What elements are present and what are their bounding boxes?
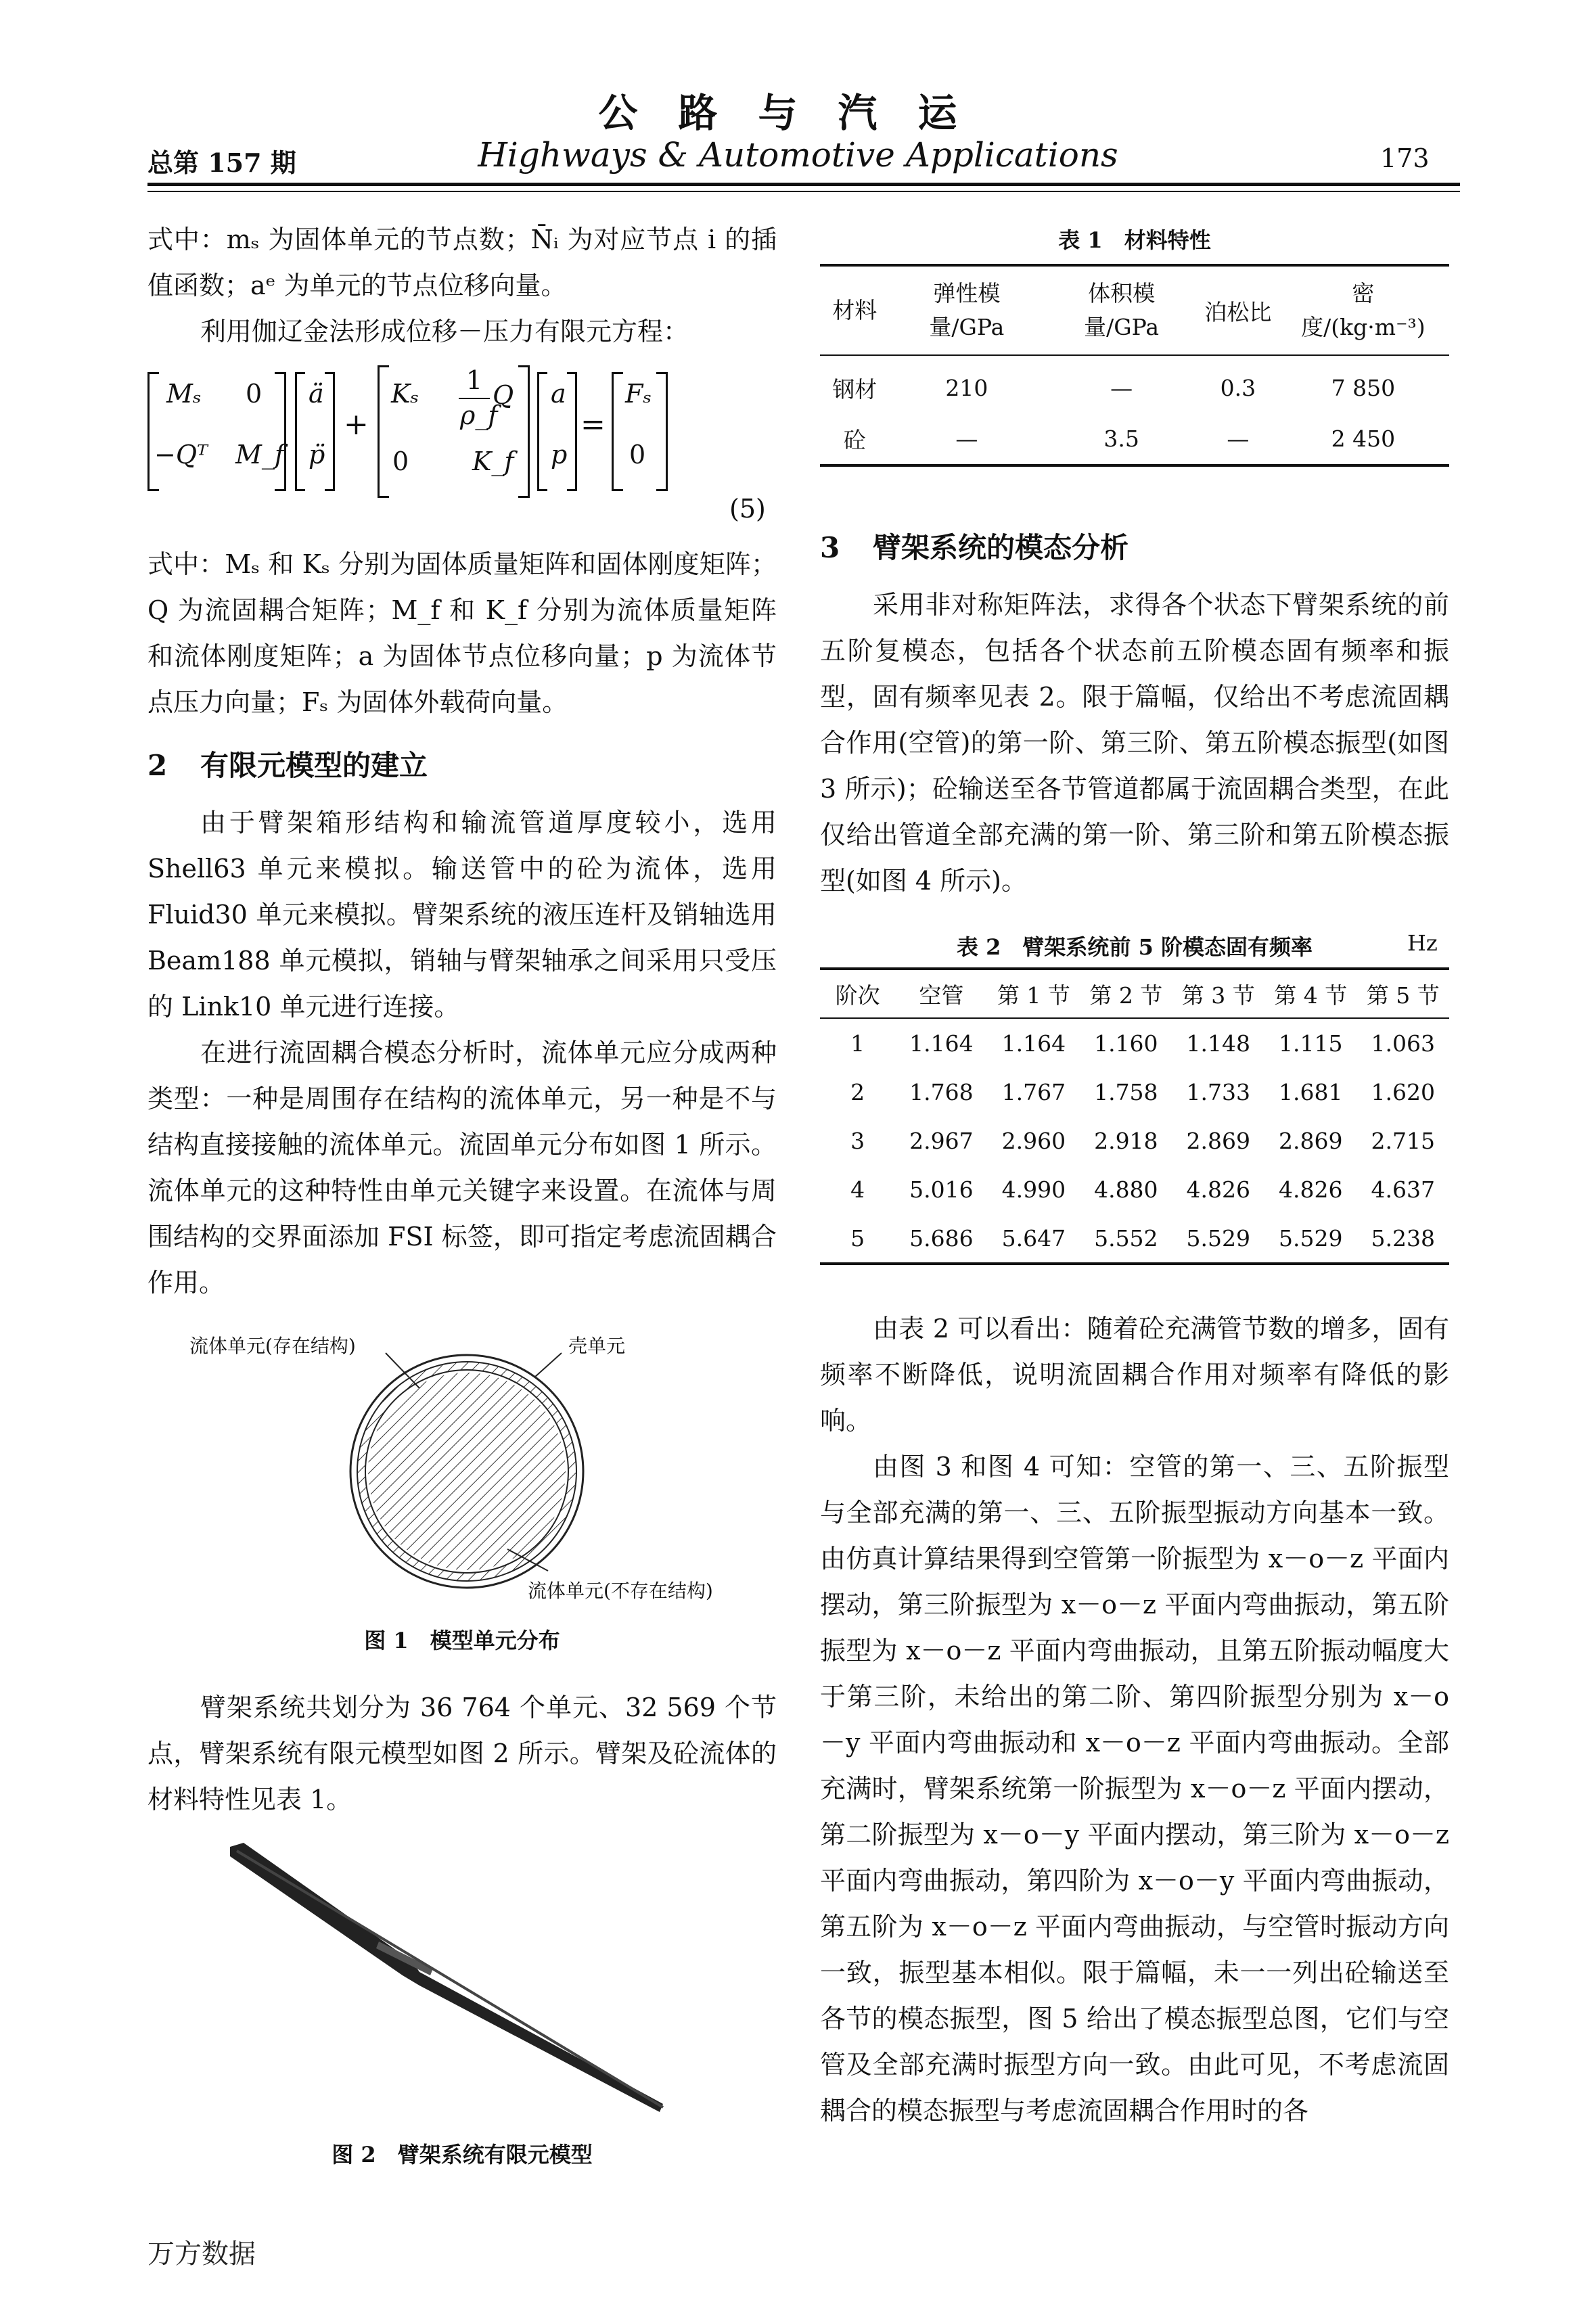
fraction-numerator: 1 (465, 365, 483, 395)
page-number: 173 (1380, 143, 1430, 173)
matrix-entry: K_f (472, 446, 514, 476)
table-cell: 4.826 (1186, 1176, 1251, 1203)
table-cell: 5.016 (909, 1176, 974, 1203)
vector-entry: Fₛ (625, 379, 652, 409)
matrix-entry: 0 (392, 446, 409, 476)
section-number: 2 (147, 749, 168, 782)
table-header-row (820, 969, 1449, 1018)
table-cell: 1.681 (1278, 1078, 1343, 1105)
figure-2-caption: 图 2 臂架系统有限元模型 (332, 2142, 593, 2167)
table-cell: 1.620 (1371, 1078, 1435, 1105)
table-2 (820, 967, 1449, 1265)
table-cell: 2.869 (1278, 1127, 1343, 1154)
table-row (820, 413, 1449, 465)
paragraph-symbols: 式中：mₛ 为固体单元的节点数；N̄ᵢ 为对应节点 i 的插值函数；aᵉ 为单元的节点位移向量。 (147, 225, 777, 300)
bracket-right (325, 372, 335, 491)
table-2-unit: Hz (1407, 930, 1438, 956)
bracket-right (656, 372, 668, 491)
vector-entry: p̈ (309, 440, 325, 469)
vector-entry: p (551, 440, 568, 469)
table-1 (820, 264, 1449, 467)
fraction-bar (459, 398, 490, 399)
table-header-cell: 第 3 节 (1181, 982, 1255, 1009)
table-cell: — (1227, 426, 1250, 452)
equation-number: (5) (729, 494, 766, 524)
bracket-left (537, 372, 547, 491)
vector-entry: ä (309, 379, 324, 409)
journal-title-en: Highways & Automotive Applications (478, 135, 1118, 175)
table-cell: 2 450 (1331, 426, 1396, 452)
vector-entry: 0 (629, 440, 646, 469)
figure-1-caption: 图 1 模型单元分布 (364, 1628, 560, 1653)
section-heading-3 (820, 521, 1449, 575)
table-cell: — (1110, 375, 1133, 401)
table-cell: 5.686 (909, 1224, 974, 1252)
table-cell: 1 (850, 1030, 865, 1057)
table-cell: 5.238 (1371, 1224, 1435, 1252)
footer-watermark: 万方数据 (147, 2239, 256, 2270)
table-cell: 砼 (843, 427, 866, 453)
section-title: 臂架系统的模态分析 (873, 531, 1129, 564)
table-cell: 1.767 (1001, 1078, 1066, 1105)
paragraph-modal-method: 采用非对称矩阵法，求得各个状态下臂架系统的前五阶复模态，包括各个状态前五阶模态固有频率和振型，固有频率见表 2。限于篇幅，仅给出不考虑流固耦合作用(空管)的第一阶、第三阶、第五阶模态振型(如图 3 所示)；砼输送至各节管道都属于流固耦合类型，在此仅给出管道全部充满的第一阶、第三阶和第五阶模态振型(如图 4 所示)。 (820, 590, 1449, 896)
table-cell: 2 (850, 1078, 865, 1105)
table-header-cell: 弹性模量/GPa (929, 280, 1005, 340)
table-cell: 1.160 (1094, 1030, 1158, 1057)
table-cell: 1.758 (1094, 1078, 1158, 1105)
table-header-cell: 第 1 节 (997, 982, 1070, 1009)
table-cell: 1.768 (909, 1078, 974, 1105)
bracket-right (275, 372, 286, 491)
paragraph-galerkin: 利用伽辽金法形成位移－压力有限元方程： (200, 317, 689, 346)
table-header-cell: 泊松比 (1204, 298, 1272, 325)
vector-entry: a (551, 379, 566, 409)
fraction-denominator: ρ_f (460, 400, 498, 430)
figure-2-drawing (216, 1833, 690, 2131)
paragraph-mesh: 臂架系统共划分为 36 764 个单元、32 569 个节点，臂架系统有限元模型如图 2 所示。臂架及砼流体的材料特性见表 1。 (147, 1693, 777, 1814)
table-cell: 2.960 (1001, 1127, 1066, 1154)
table-row (820, 1018, 1449, 1068)
matrix-entry: M_f (235, 440, 284, 469)
table-cell: 5 (850, 1224, 865, 1252)
section-title: 有限元模型的建立 (200, 749, 428, 782)
section-number: 3 (820, 531, 840, 564)
matrix-entry: Q (493, 380, 514, 410)
table-cell: 2.967 (909, 1127, 974, 1154)
table-header-cell: 体积模量/GPa (1084, 280, 1160, 340)
bracket-left (147, 372, 159, 491)
table-cell: 1.733 (1186, 1078, 1251, 1105)
table-row (820, 355, 1449, 413)
left-column-mid (147, 541, 777, 1306)
table-1-caption: 表 1 材料特性 (1058, 227, 1211, 253)
table-cell: 210 (945, 375, 988, 401)
bracket-right (518, 365, 530, 498)
right-column-top (820, 521, 1449, 904)
table-cell: 2.918 (1094, 1127, 1158, 1154)
table-2-caption: 表 2 臂架系统前 5 阶模态固有频率 (957, 934, 1313, 960)
table-cell: 5.529 (1278, 1224, 1343, 1252)
table-row (820, 1214, 1449, 1264)
table-cell: 4.880 (1094, 1176, 1158, 1203)
table-header-cell: 材料 (832, 297, 877, 323)
equals-sign: = (580, 407, 606, 442)
table-cell: 3.5 (1103, 426, 1139, 452)
table-cell: 5.529 (1186, 1224, 1251, 1252)
table-cell: 1.148 (1186, 1030, 1251, 1057)
fig1-label-fluid-nostructure: 流体单元(不存在结构) (528, 1580, 713, 1602)
left-column-bottom (147, 1684, 777, 1822)
table-header-cell: 空管 (919, 982, 964, 1009)
journal-title-cn: 公路与汽运 (598, 90, 998, 136)
table-header-cell: 密度/(kg·m⁻³) (1301, 280, 1426, 340)
table-cell: 1.164 (909, 1030, 974, 1057)
table-cell: 4 (850, 1176, 865, 1203)
figure-1-drawing (183, 1326, 765, 1610)
matrix-entry: Mₛ (166, 379, 202, 409)
table-cell: 1.164 (1001, 1030, 1066, 1057)
table-cell: 1.063 (1371, 1030, 1435, 1057)
table-cell: 2.869 (1186, 1127, 1251, 1154)
table-cell: 5.647 (1001, 1224, 1066, 1252)
matrix-entry: −Qᵀ (154, 440, 208, 469)
fig1-label-fluid-structure: 流体单元(存在结构) (189, 1335, 356, 1357)
table-cell: 钢材 (832, 376, 877, 403)
matrix-entry: 0 (246, 379, 263, 409)
table-cell: 2.715 (1371, 1127, 1435, 1154)
table-row (820, 1068, 1449, 1116)
equation-5 (147, 365, 777, 501)
bracket-left (378, 365, 389, 498)
matrix-entry: Kₛ (391, 379, 419, 409)
paragraph-mode-shapes: 由图 3 和图 4 可知：空管的第一、三、五阶振型与全部充满的第一、三、五阶振型振动方向基本一致。由仿真计算结果得到空管第一阶振型为 x－o－z 平面内摆动，第三阶振型为 x－o－z 平面内弯曲振动，第五阶振型为 x－o－z 平面内弯曲振动，且第五阶振动幅度大于第三阶，未给出的第二阶、第四阶振型分别为 x－o－y 平面内弯曲振动和 x－o－z 平面内弯曲振动。全部充满时，臂架系统第一阶振型为 x－o－z 平面内摆动，第二阶振型为 x－o－y 平面内摆动，第三阶为 x－o－z 平面内弯曲振动，第四阶为 x－o－y 平面内弯曲振动，第五阶为 x－o－z 平面内弯曲振动，与空管时振动方向一致，振型基本相似。限于篇幅，未一一列出砼输送至各节的模态振型，图 5 给出了模态振型总图，它们与空管及全部充满时振型方向一致。由此可见，不考虑流固耦合的模态振型与考虑流固耦合作用时的各 (820, 1452, 1449, 2126)
table-cell: 1.115 (1278, 1030, 1343, 1057)
table-cell: 5.552 (1094, 1224, 1158, 1252)
table-header-row (820, 265, 1449, 355)
header-rule-thick (147, 183, 1460, 186)
left-column-top (147, 216, 777, 354)
table-cell: — (955, 426, 978, 452)
table-cell: 0.3 (1220, 375, 1256, 401)
right-column-bottom (820, 1306, 1449, 2134)
header-rule-thin (147, 191, 1460, 192)
paragraph-frequency-trend: 由表 2 可以看出：随着砼充满管节数的增多，固有频率不断降低，说明流固耦合作用对频率有降低的影响。 (820, 1314, 1449, 1436)
bracket-left (295, 372, 305, 491)
table-cell: 7 850 (1331, 375, 1396, 401)
bracket-left (612, 372, 623, 491)
bracket-right (567, 372, 577, 491)
table-row (820, 1165, 1449, 1214)
plus-sign: + (344, 407, 369, 442)
fig1-label-shell: 壳单元 (568, 1335, 626, 1357)
table-header-cell: 阶次 (835, 982, 880, 1009)
section-heading-2 (147, 739, 777, 793)
table-cell: 3 (850, 1127, 865, 1154)
paragraph-fluid-types: 在进行流固耦合模态分析时，流体单元应分成两种类型：一种是周围存在结构的流体单元，另一种是不与结构直接接触的流体单元。流固单元分布如图 1 所示。流体单元的这种特性由单元关键字来设置。在流体与周围结构的交界面添加 FSI 标签，即可指定考虑流固耦合作用。 (147, 1038, 777, 1298)
paragraph-matrix-defs: 式中：Mₛ 和 Kₛ 分别为固体质量矩阵和固体刚度矩阵；Q 为流固耦合矩阵；M_f 和 K_f 分别为流体质量矩阵和流体刚度矩阵；a 为固体节点位移向量；p 为流体节点压力向量；Fₛ 为固体外载荷向量。 (147, 549, 777, 717)
table-row (820, 1116, 1449, 1165)
table-cell: 4.637 (1371, 1176, 1435, 1203)
table-cell: 4.990 (1001, 1176, 1066, 1203)
table-header-cell: 第 2 节 (1089, 982, 1163, 1009)
table-cell: 4.826 (1278, 1176, 1343, 1203)
issue-number: 总第 157 期 (147, 147, 296, 178)
paragraph-elements: 由于臂架箱形结构和输流管道厚度较小，选用 Shell63 单元来模拟。输送管中的砼为流体，选用 Fluid30 单元来模拟。臂架系统的液压连杆及销轴选用 Beam188 单元模拟，销轴与臂架轴承之间采用只受压的 Link10 单元进行连接。 (147, 808, 777, 1022)
figure-2 (216, 1833, 690, 2131)
table-header-cell: 第 4 节 (1274, 982, 1348, 1009)
figure-1 (183, 1326, 765, 1610)
table-2-body (820, 1018, 1449, 1264)
table-header-cell: 第 5 节 (1366, 982, 1440, 1009)
